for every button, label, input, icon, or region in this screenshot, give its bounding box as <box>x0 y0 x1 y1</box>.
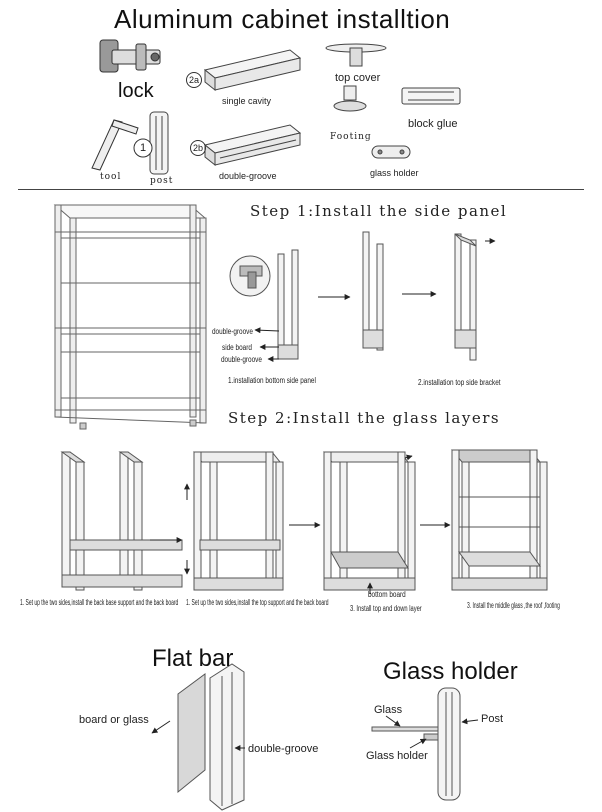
part-label-double-groove: double-groove <box>219 171 277 181</box>
step2-drawing-4 <box>452 450 547 590</box>
step2-drawing-2 <box>194 452 283 590</box>
section-divider <box>18 189 584 190</box>
step2-caption-3: 3. Install top and down layer <box>350 604 422 613</box>
step1-drawing-1 <box>278 250 298 359</box>
part-number-2b: 2b <box>190 140 206 156</box>
part-label-top-cover: top cover <box>335 72 381 84</box>
part-label-tool: tool <box>100 172 122 182</box>
step1-title: Step 1:Install the side panel <box>250 202 508 220</box>
step1-label-side-board: side board <box>222 343 252 352</box>
step2-drawing-1 <box>62 452 182 590</box>
footing-icon <box>334 86 366 111</box>
single-cavity-bar-icon <box>205 50 300 90</box>
cabinet-drawing <box>55 205 206 429</box>
block-glue-icon <box>402 88 460 104</box>
step2-caption-4: 3. Install the middle glass ,the roof ,footing <box>467 601 560 610</box>
flat-bar-drawing <box>178 664 244 810</box>
part-label-footing: Footing <box>330 132 372 142</box>
part-label-glass-holder: glass holder <box>370 168 419 178</box>
step1-caption-1: 1.installation bottom side panel <box>228 376 316 385</box>
double-groove-bar-icon <box>205 125 300 165</box>
step2-caption-1: 1. Set up the two sides,install the back base support and the back board <box>20 598 179 607</box>
part-label-single-cavity: single cavity <box>222 96 272 106</box>
step1-drawing-3 <box>455 234 476 360</box>
part-number-2a: 2a <box>186 72 202 88</box>
glass-holder-label-glass-holder: Glass holder <box>366 750 428 762</box>
lock-detail-icon <box>230 256 270 296</box>
step1-drawing-2 <box>363 232 383 350</box>
step1-caption-2: 2.installation top side bracket <box>418 378 501 387</box>
part-label-lock: lock <box>118 80 154 102</box>
part-label-post: post <box>150 176 174 186</box>
step2-label-bottom-board: bottom board <box>368 590 406 599</box>
post-icon <box>150 112 168 174</box>
flat-bar-label-double-groove: double-groove <box>248 743 319 755</box>
flat-bar-label-board-or-glass: board or glass <box>79 714 149 726</box>
tool-icon <box>92 120 138 170</box>
lock-icon <box>100 40 160 72</box>
step2-drawing-3 <box>324 452 415 590</box>
step1-label-double-groove-bottom: double-groove <box>221 355 262 364</box>
step1-label-double-groove-top: double-groove <box>212 327 253 336</box>
step2-caption-2: 1. Set up the two sides,install the top support and the back board <box>186 598 329 607</box>
glass-holder-label-glass: Glass <box>374 704 403 716</box>
part-label-block-glue: block glue <box>408 118 458 130</box>
glass-holder-icon <box>372 146 410 158</box>
glass-holder-label-post: Post <box>481 713 504 725</box>
glass-holder-title: Glass holder <box>383 658 518 685</box>
top-cover-icon <box>326 44 386 66</box>
step2-title: Step 2:Install the glass layers <box>228 409 501 427</box>
flat-bar-title: Flat bar <box>152 645 234 672</box>
part-number-1: 1 <box>140 142 147 154</box>
page-title: Aluminum cabinet installtion <box>114 4 451 34</box>
